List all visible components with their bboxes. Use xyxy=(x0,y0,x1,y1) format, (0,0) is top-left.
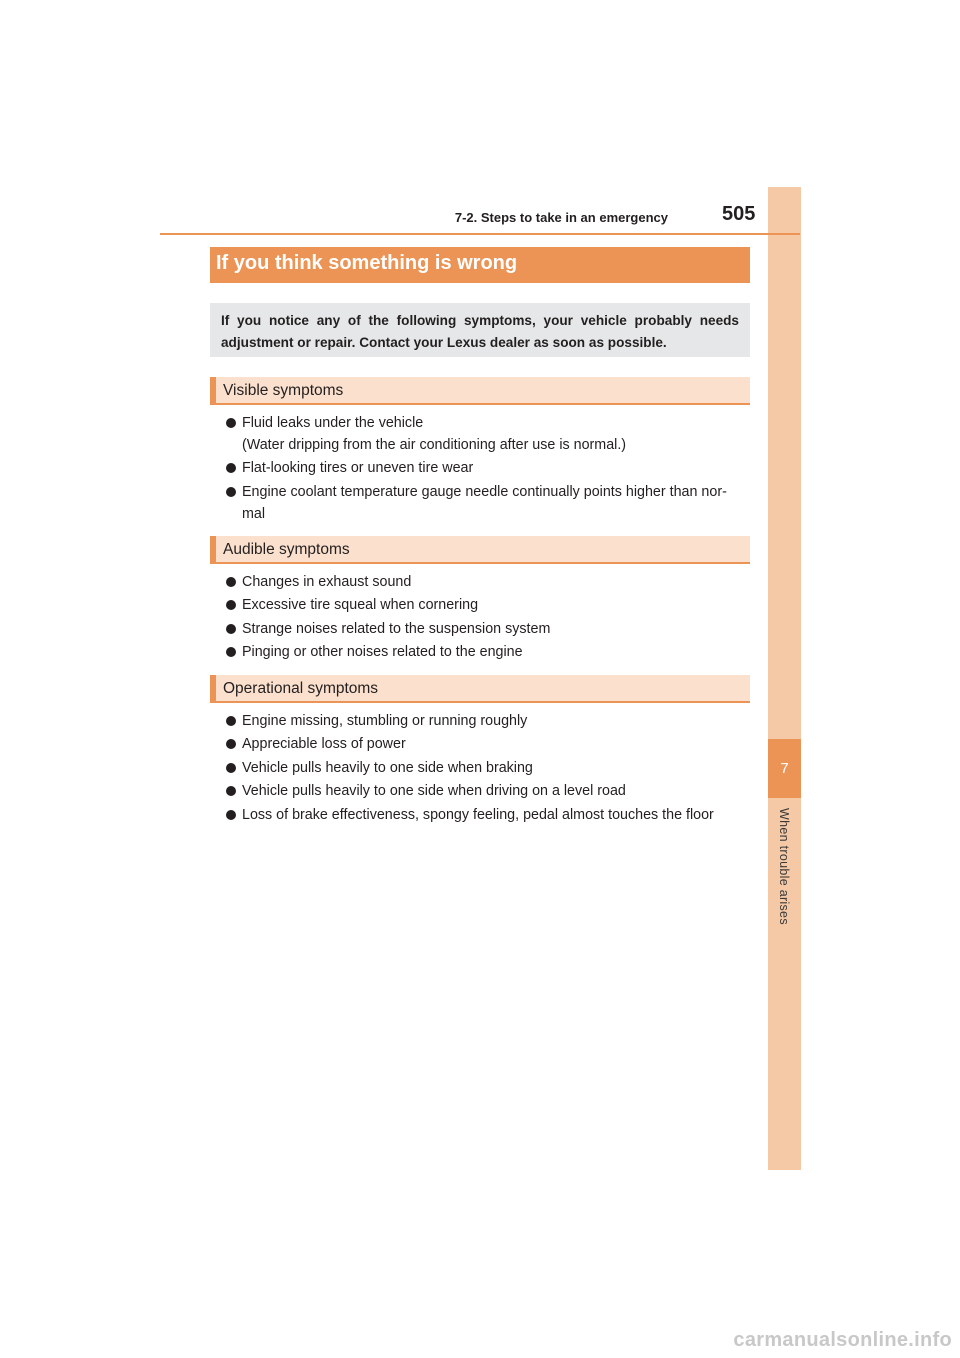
bullet-icon xyxy=(226,463,236,473)
list-item: Vehicle pulls heavily to one side when braking xyxy=(226,757,750,779)
list-item: Vehicle pulls heavily to one side when driving on a level road xyxy=(226,780,750,802)
section-heading-text: Visible symptoms xyxy=(223,382,344,399)
bullet-icon xyxy=(226,418,236,428)
chapter-side-tab xyxy=(768,187,801,1170)
bullet-icon xyxy=(226,739,236,749)
list-item: Flat-looking tires or uneven tire wear xyxy=(226,457,750,479)
page-title: If you think something is wrong xyxy=(216,252,518,274)
page-title-bar xyxy=(210,247,750,283)
list-item: Pinging or other noises related to the engine xyxy=(226,641,750,663)
section-heading-text: Audible symptoms xyxy=(223,541,350,558)
intro-text: If you notice any of the following symptoms, your vehicle probably needs adjustment or repair. Contact your Lexus dealer as soon as possible. xyxy=(221,313,739,350)
list-item: Loss of brake effectiveness, spongy feeling, pedal almost touches the floor xyxy=(226,804,750,826)
header-section-title: 7-2. Steps to take in an emergency xyxy=(454,210,668,225)
bullet-icon xyxy=(226,786,236,796)
watermark: carmanualsonline.info xyxy=(733,1329,952,1351)
bullet-icon xyxy=(226,577,236,587)
section-heading-audible xyxy=(210,536,750,564)
section-heading-operational xyxy=(210,675,750,703)
chapter-number: 7 xyxy=(768,739,801,798)
header-rule xyxy=(160,233,800,235)
list-item: Engine missing, stumbling or running roughly xyxy=(226,710,750,732)
bullet-icon xyxy=(226,810,236,820)
bullet-icon xyxy=(226,487,236,497)
section-list-audible xyxy=(226,571,750,665)
section-list-visible xyxy=(226,412,750,526)
section-list-operational xyxy=(226,710,750,827)
section-heading-visible xyxy=(210,377,750,405)
list-item: Strange noises related to the suspension system xyxy=(226,618,750,640)
bullet-icon xyxy=(226,624,236,634)
list-item: Excessive tire squeal when cornering xyxy=(226,594,750,616)
page-number: 505 xyxy=(722,203,756,225)
bullet-icon xyxy=(226,647,236,657)
list-item: Appreciable loss of power xyxy=(226,733,750,755)
bullet-icon xyxy=(226,716,236,726)
chapter-label: When trouble arises xyxy=(777,808,791,925)
section-heading-text: Operational symptoms xyxy=(223,680,379,697)
bullet-icon xyxy=(226,763,236,773)
bullet-icon xyxy=(226,600,236,610)
intro-box xyxy=(210,303,750,357)
list-item: Changes in exhaust sound xyxy=(226,571,750,593)
list-item: Engine coolant temperature gauge needle continually points higher than nor- mal xyxy=(226,481,750,525)
list-item: Fluid leaks under the vehicle (Water dripping from the air conditioning after use is normal.) xyxy=(226,412,750,456)
